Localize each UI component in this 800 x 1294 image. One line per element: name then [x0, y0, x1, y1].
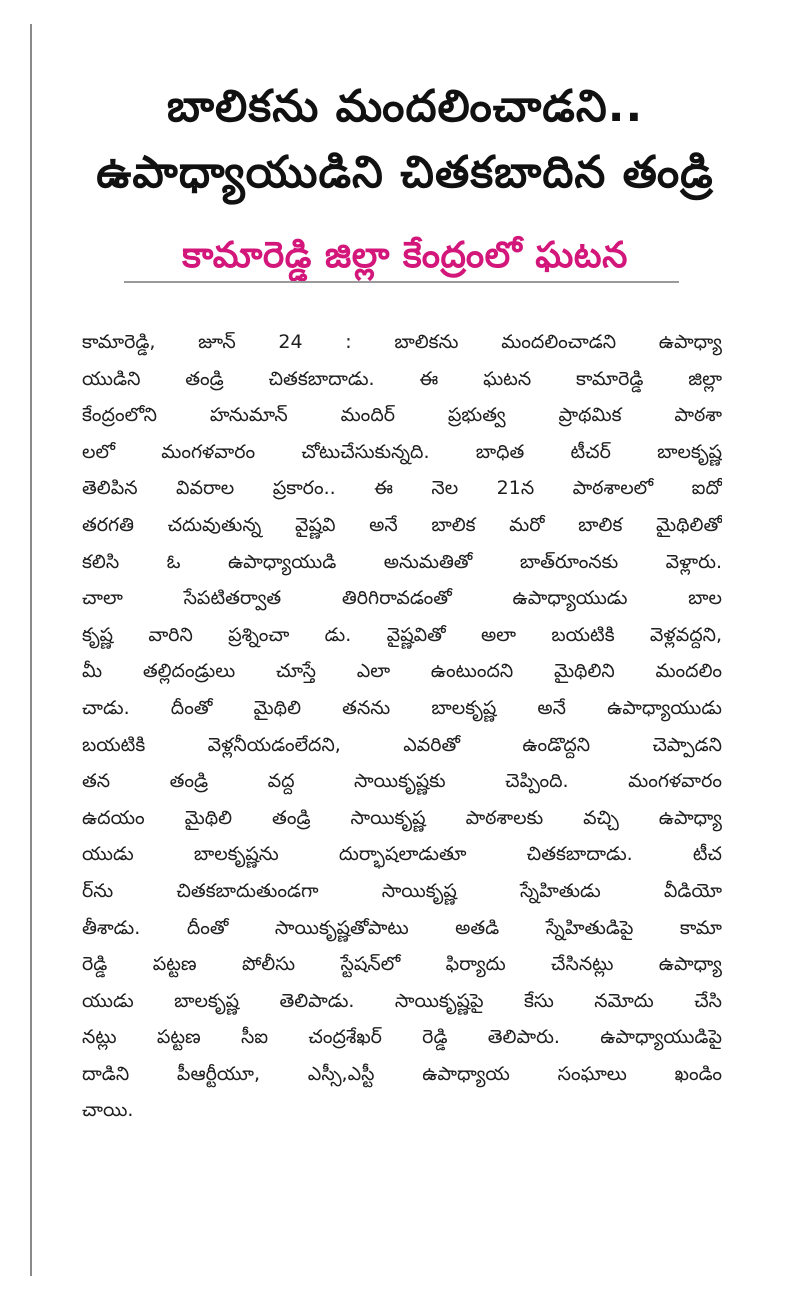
body-line: చాయి. — [82, 1099, 134, 1122]
body-line: తన తండ్రి వద్ద సాయికృష్ణకు చెప్పింది. మంగళవారం — [82, 770, 722, 793]
article-body — [82, 324, 722, 1129]
headline-line-2: ఉపాధ్యాయుడిని చితకబాదిన తండ్రి — [96, 147, 714, 199]
body-line: ఉదయం మైథిలి తండ్రి సాయికృష్ణ పాఠశాలకు వచ్చి ఉపాధ్యా — [82, 806, 722, 829]
body-line: ర్‌ను చితకబాదుతుండగా సాయికృష్ణ స్నేహితుడు వీడియో — [82, 879, 722, 902]
body-line: కలిసి ఓ ఉపాధ్యాయుడి అనుమతితో బాత్‌రూంనకు వెళ్లారు. — [82, 550, 722, 573]
subheadline: కామారెడ్డి జిల్లా కేంద్రంలో ఘటన — [182, 234, 628, 276]
body-line: నట్లు పట్టణ సీఐ చంద్రశేఖర్ రెడ్డి తెలిపారు. ఉపాధ్యాయుడిపై — [82, 1026, 722, 1049]
headline-line-1: బాలికను మందలించాడని.. — [166, 81, 644, 133]
body-line: రెడ్డి పట్టణ పోలీసు స్టేషన్‌లో ఫిర్యాదు చేసినట్లు ఉపాధ్యా — [82, 953, 722, 976]
body-line: చాడు. దీంతో మైథిలి తనను బాలకృష్ణ అనే ఉపాధ్యాయుడు — [82, 696, 722, 719]
body-line: తెలిపిన వివరాల ప్రకారం.. ఈ నెల 21న పాఠశాలలో ఐదో — [82, 477, 722, 500]
body-line: కృష్ణ వారిని ప్రశ్నించా డు. వైష్ణవితో అలా బయటికి వెళ్లవద్దని, — [82, 623, 722, 646]
body-line: యుడు బాలకృష్ణను దుర్భాషలాడుతూ చితకబాదాడు. టీచ — [82, 843, 722, 866]
body-line: బయటికి వెళ్లనీయడంలేదని, ఎవరితో ఉండొద్దని చెప్పాడని — [82, 733, 722, 756]
body-line: కామారెడ్డి, జూన్ 24 : బాలికను మందలించాడని ఉపాధ్యా — [82, 331, 722, 353]
body-line: కేంద్రంలోని హనుమాన్ మందిర్ ప్రభుత్వ ప్రాథమిక పాఠశా — [82, 404, 722, 427]
body-line: దాడిని పీఆర్టీయూ, ఎస్సీ,ఎస్టీ ఉపాధ్యాయ సంఘాలు ఖండిం — [82, 1062, 722, 1085]
body-line: చాలా సేపటితర్వాత తిరిగిరావడంతో ఉపాధ్యాయుడు బాల — [82, 587, 722, 610]
column-rule — [30, 24, 32, 1276]
body-line: తరగతి చదువుతున్న వైష్ణవి అనే బాలిక మరో బాలిక మైథిలితో — [82, 513, 722, 536]
body-line: తీశాడు. దీంతో సాయికృష్ణతోపాటు అతడి స్నేహితుడిపై కామా — [82, 916, 722, 939]
body-line: యుడిని తండ్రి చితకబాదాడు. ఈ ఘటన కామారెడ్డి జిల్లా — [82, 367, 722, 390]
body-line: యుడు బాలకృష్ణ తెలిపాడు. సాయికృష్ణపై కేసు నమోదు చేసి — [82, 989, 722, 1012]
headline-divider — [124, 281, 679, 283]
body-line: మీ తల్లిదండ్రులు చూస్తే ఎలా ఉంటుందని మైథిలిని మందలిం — [82, 660, 722, 683]
body-line: లలో మంగళవారం చోటుచేసుకున్నది. బాధిత టీచర్ బాలకృష్ణ — [82, 440, 722, 463]
